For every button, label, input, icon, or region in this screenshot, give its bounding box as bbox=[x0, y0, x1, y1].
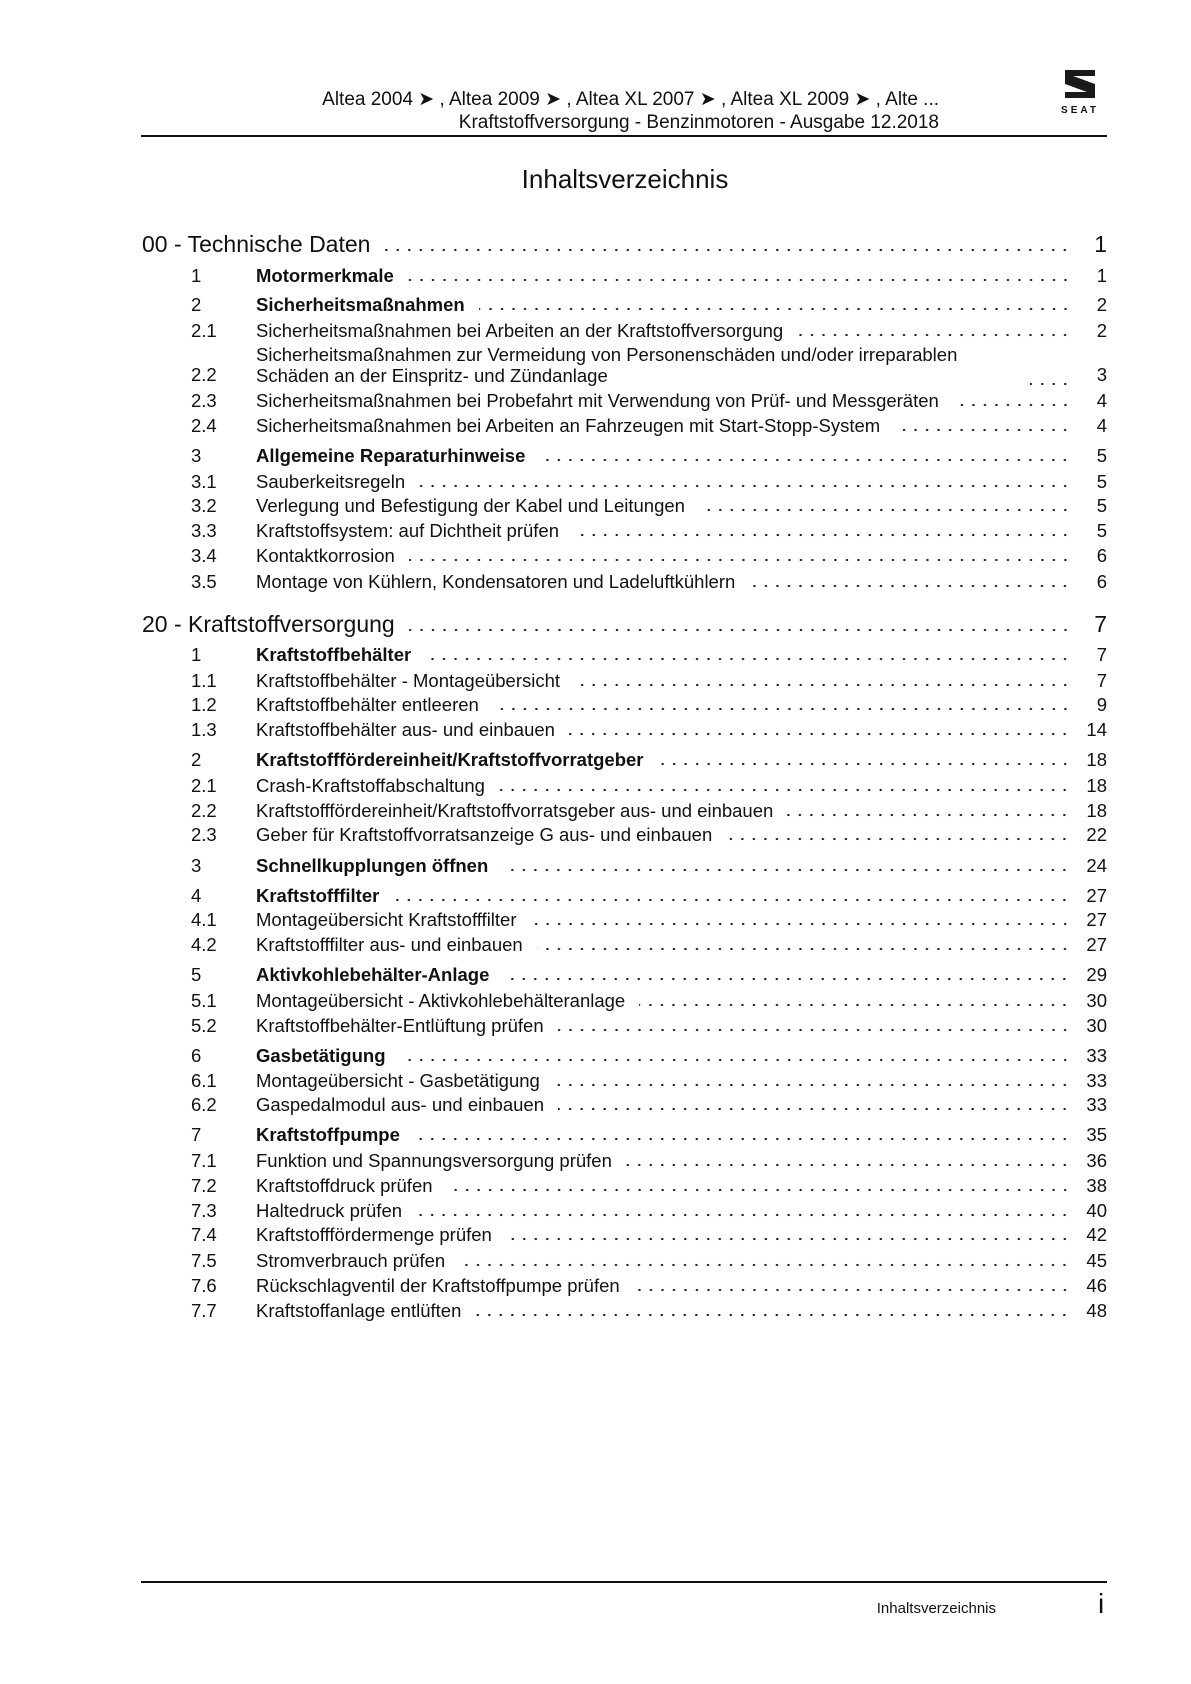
toc-entry[interactable] bbox=[142, 415, 1107, 437]
dot-leader bbox=[409, 558, 1071, 562]
entry-page: 14 bbox=[1086, 719, 1107, 741]
entry-page: 2 bbox=[1096, 320, 1107, 342]
entry-title: Kraftstoffpumpe bbox=[256, 1124, 400, 1146]
toc-entry[interactable] bbox=[142, 1200, 1107, 1222]
entry-title: Rückschlagventil der Kraftstoffpumpe prüfen bbox=[256, 1274, 620, 1296]
toc-entry[interactable] bbox=[142, 990, 1107, 1012]
entry-number: 2.3 bbox=[191, 824, 217, 846]
entry-title: Kraftstoffbehälter aus- und einbauen bbox=[256, 719, 555, 741]
entry-page: 33 bbox=[1086, 1069, 1107, 1091]
entry-title: 00 - Technische Daten bbox=[142, 231, 371, 258]
entry-number: 2.4 bbox=[191, 414, 217, 436]
dot-leader bbox=[425, 657, 1071, 661]
entry-page: 30 bbox=[1086, 1014, 1107, 1036]
dot-leader bbox=[634, 1288, 1071, 1292]
entry-title: Montageübersicht - Aktivkohlebehälteranlage bbox=[256, 989, 626, 1011]
entry-number: 4.2 bbox=[191, 934, 217, 956]
toc-entry[interactable] bbox=[142, 855, 1107, 877]
entry-page: 18 bbox=[1086, 774, 1107, 796]
dot-leader bbox=[384, 248, 1071, 252]
toc-entry[interactable] bbox=[142, 749, 1107, 771]
toc-entry[interactable] bbox=[142, 1150, 1107, 1172]
toc-entry[interactable] bbox=[142, 694, 1107, 716]
entry-number: 1.3 bbox=[191, 719, 217, 741]
toc-entry[interactable] bbox=[142, 934, 1107, 956]
dot-leader bbox=[475, 1313, 1070, 1317]
entry-page: 30 bbox=[1086, 989, 1107, 1011]
entry-number: 7.7 bbox=[191, 1299, 217, 1321]
entry-page: 18 bbox=[1086, 799, 1107, 821]
entry-number: 6 bbox=[191, 1044, 202, 1066]
entry-page: 5 bbox=[1096, 495, 1107, 517]
entry-title: Montage von Kühlern, Kondensatoren und Ladeluftkühlern bbox=[256, 570, 736, 592]
toc-entry[interactable] bbox=[142, 571, 1107, 593]
toc-entry[interactable] bbox=[142, 719, 1107, 741]
entry-number: 2.2 bbox=[191, 799, 217, 821]
entry-title: Kraftstoffsystem: auf Dichtheit prüfen bbox=[256, 520, 559, 542]
entry-number: 2.3 bbox=[191, 390, 217, 412]
dot-leader bbox=[554, 1083, 1071, 1087]
entry-number: 4 bbox=[191, 884, 202, 906]
toc-entry[interactable] bbox=[142, 824, 1107, 846]
entry-page: 22 bbox=[1086, 824, 1107, 846]
entry-page: 27 bbox=[1086, 934, 1107, 956]
toc-entry[interactable] bbox=[142, 1070, 1107, 1092]
entry-number: 5.1 bbox=[191, 989, 217, 1011]
entry-title: Kraftstoffbehälter-Entlüftung prüfen bbox=[256, 1014, 544, 1036]
entry-number: 2 bbox=[191, 749, 202, 771]
entry-number: 3.5 bbox=[191, 570, 217, 592]
entry-title: Sicherheitsmaßnahmen zur Vermeidung von Personenschäden und/oder irreparablen Schäden an der Einspritz- und Zündanlage bbox=[256, 344, 958, 387]
dot-leader bbox=[408, 278, 1071, 282]
dot-leader bbox=[506, 1237, 1071, 1241]
entry-title: Sicherheitsmaßnahmen bbox=[256, 294, 465, 316]
entry-page: 42 bbox=[1086, 1224, 1107, 1246]
toc-entry[interactable] bbox=[142, 800, 1107, 822]
dot-leader bbox=[502, 868, 1070, 872]
entry-page: 29 bbox=[1086, 964, 1107, 986]
dot-leader bbox=[409, 628, 1071, 632]
dot-leader bbox=[639, 1003, 1070, 1007]
entry-number: 6.1 bbox=[191, 1069, 217, 1091]
entry-title: Kraftstoffanlage entlüften bbox=[256, 1299, 462, 1321]
entry-title: Sicherheitsmaßnahmen bei Arbeiten an der Kraftstoffversorgung bbox=[256, 320, 784, 342]
entry-page: 7 bbox=[1096, 643, 1107, 665]
dot-leader bbox=[726, 837, 1070, 841]
dot-leader bbox=[539, 458, 1071, 462]
dot-leader bbox=[574, 683, 1071, 687]
dot-leader bbox=[894, 428, 1071, 432]
entry-number: 3.4 bbox=[191, 544, 217, 566]
entry-number: 3.2 bbox=[191, 495, 217, 517]
toc-entry[interactable] bbox=[142, 390, 1107, 412]
entry-number: 7.1 bbox=[191, 1150, 217, 1172]
entry-title: Gaspedalmodul aus- und einbauen bbox=[256, 1094, 544, 1116]
dot-leader bbox=[393, 898, 1070, 902]
entry-number: 3.3 bbox=[191, 520, 217, 542]
header-models: Altea 2004 ➤ , Altea 2009 ➤ , Altea XL 2007 ➤ , Altea XL 2009 ➤ , Alte ... bbox=[322, 89, 939, 110]
dot-leader bbox=[537, 947, 1071, 951]
entry-title: Geber für Kraftstoffvorratsanzeige G aus- und einbauen bbox=[256, 824, 713, 846]
entry-page: 27 bbox=[1086, 884, 1107, 906]
dot-leader bbox=[558, 1107, 1070, 1111]
entry-title: Kraftstoffdruck prüfen bbox=[256, 1174, 433, 1196]
entry-number: 7 bbox=[191, 1124, 202, 1146]
dot-leader bbox=[447, 1188, 1071, 1192]
entry-title: Sicherheitsmaßnahmen bei Probefahrt mit Verwendung von Prüf- und Messgeräten bbox=[256, 390, 939, 412]
entry-number: 7.3 bbox=[191, 1199, 217, 1221]
entry-page: 5 bbox=[1096, 470, 1107, 492]
entry-title: Motormerkmale bbox=[256, 265, 394, 287]
entry-number: 2 bbox=[191, 294, 202, 316]
toc-entry[interactable] bbox=[142, 1300, 1107, 1322]
dot-leader bbox=[658, 762, 1071, 766]
toc-entry[interactable] bbox=[142, 294, 1107, 316]
entry-page: 5 bbox=[1096, 444, 1107, 466]
toc-entry[interactable] bbox=[142, 885, 1107, 907]
entry-title: Montageübersicht - Gasbetätigung bbox=[256, 1069, 540, 1091]
toc-entry[interactable] bbox=[142, 670, 1107, 692]
dot-leader bbox=[797, 333, 1071, 337]
entry-page: 33 bbox=[1086, 1094, 1107, 1116]
toc-entry[interactable] bbox=[142, 520, 1107, 542]
footer-rule bbox=[141, 1581, 1107, 1583]
toc-entry[interactable] bbox=[142, 445, 1107, 467]
dot-leader bbox=[787, 813, 1070, 817]
entry-number: 6.2 bbox=[191, 1094, 217, 1116]
entry-title: Kraftstoffbehälter bbox=[256, 643, 412, 665]
entry-page: 2 bbox=[1096, 294, 1107, 316]
entry-title: Haltedruck prüfen bbox=[256, 1199, 403, 1221]
toc-entry[interactable] bbox=[142, 1094, 1107, 1116]
entry-number: 2.2 bbox=[191, 364, 217, 386]
entry-page: 35 bbox=[1086, 1124, 1107, 1146]
entry-number: 3.1 bbox=[191, 470, 217, 492]
entry-page: 9 bbox=[1096, 694, 1107, 716]
entry-page: 46 bbox=[1086, 1274, 1107, 1296]
entry-page: 6 bbox=[1096, 570, 1107, 592]
entry-title: Verlegung und Befestigung der Kabel und Leitungen bbox=[256, 495, 685, 517]
toc-entry[interactable] bbox=[142, 611, 1107, 638]
page-title: Inhaltsverzeichnis bbox=[521, 164, 729, 194]
seat-logo: SEAT bbox=[1052, 70, 1108, 116]
entry-number: 7.2 bbox=[191, 1174, 217, 1196]
toc-entry[interactable] bbox=[142, 644, 1107, 666]
entry-page: 45 bbox=[1086, 1250, 1107, 1272]
entry-title: Kraftstofffördermenge prüfen bbox=[256, 1224, 492, 1246]
dot-leader bbox=[419, 484, 1071, 488]
dot-leader bbox=[459, 1263, 1070, 1267]
entry-title: 20 - Kraftstoffversorgung bbox=[142, 610, 395, 637]
dot-leader bbox=[626, 1163, 1071, 1167]
dot-leader bbox=[953, 403, 1071, 407]
toc-entry[interactable] bbox=[142, 545, 1107, 567]
toc-entry[interactable] bbox=[142, 471, 1107, 493]
entry-number: 1 bbox=[191, 643, 202, 665]
entry-page: 38 bbox=[1086, 1174, 1107, 1196]
entry-page: 18 bbox=[1086, 749, 1107, 771]
seat-logo-icon bbox=[1063, 70, 1097, 98]
entry-number: 1.2 bbox=[191, 694, 217, 716]
entry-number: 2.1 bbox=[191, 774, 217, 796]
entry-page: 33 bbox=[1086, 1044, 1107, 1066]
header-rule bbox=[141, 135, 1107, 137]
dot-leader bbox=[1030, 382, 1071, 386]
toc-entry[interactable] bbox=[142, 265, 1107, 287]
entry-page: 24 bbox=[1086, 854, 1107, 876]
entry-title: Sicherheitsmaßnahmen bei Arbeiten an Fahrzeugen mit Start-Stopp-System bbox=[256, 414, 881, 436]
entry-number: 3 bbox=[191, 854, 202, 876]
entry-page: 5 bbox=[1096, 520, 1107, 542]
toc-entry[interactable] bbox=[142, 1250, 1107, 1272]
entry-title: Schnellkupplungen öffnen bbox=[256, 854, 489, 876]
entry-number: 7.4 bbox=[191, 1224, 217, 1246]
entry-title: Kontaktkorrosion bbox=[256, 544, 395, 566]
entry-title: Crash-Kraftstoffabschaltung bbox=[256, 774, 485, 796]
entry-number: 5.2 bbox=[191, 1014, 217, 1036]
entry-number: 3 bbox=[191, 444, 202, 466]
entry-title: Kraftstofffördereinheit/Kraftstoffvorratgeber bbox=[256, 749, 644, 771]
entry-page: 1 bbox=[1094, 231, 1107, 258]
toc-entry[interactable] bbox=[142, 1175, 1107, 1197]
footer-label: Inhaltsverzeichnis bbox=[876, 1600, 996, 1617]
entry-page: 48 bbox=[1086, 1299, 1107, 1321]
toc-entry[interactable] bbox=[142, 964, 1107, 986]
entry-title: Kraftstoffbehälter entleeren bbox=[256, 694, 479, 716]
dot-leader bbox=[414, 1137, 1071, 1141]
entry-title: Kraftstoffbehälter - Montageübersicht bbox=[256, 669, 561, 691]
header-subject: Kraftstoffversorgung - Benzinmotoren - Ausgabe 12.2018 bbox=[458, 112, 939, 133]
entry-title: Allgemeine Reparaturhinweise bbox=[256, 444, 526, 466]
dot-leader bbox=[531, 922, 1071, 926]
page-number: i bbox=[1098, 1588, 1105, 1619]
entry-page: 6 bbox=[1096, 544, 1107, 566]
entry-page: 36 bbox=[1086, 1150, 1107, 1172]
entry-page: 7 bbox=[1096, 669, 1107, 691]
entry-number: 7.5 bbox=[191, 1250, 217, 1272]
toc-entry[interactable] bbox=[142, 1224, 1107, 1246]
entry-number: 7.6 bbox=[191, 1274, 217, 1296]
dot-leader bbox=[503, 977, 1070, 981]
entry-page: 40 bbox=[1086, 1199, 1107, 1221]
entry-title: Kraftstofffilter aus- und einbauen bbox=[256, 934, 523, 956]
entry-title: Aktivkohlebehälter-Anlage bbox=[256, 964, 490, 986]
dot-leader bbox=[400, 1058, 1071, 1062]
entry-number: 5 bbox=[191, 964, 202, 986]
dot-leader bbox=[699, 508, 1071, 512]
toc-entry[interactable] bbox=[142, 1015, 1107, 1037]
toc-entry[interactable] bbox=[142, 775, 1107, 797]
dot-leader bbox=[493, 707, 1071, 711]
toc-entry[interactable] bbox=[142, 909, 1107, 931]
entry-title: Kraftstofffördereinheit/Kraftstoffvorratsgeber aus- und einbauen bbox=[256, 799, 774, 821]
entry-page: 4 bbox=[1096, 414, 1107, 436]
dot-leader bbox=[573, 533, 1071, 537]
dot-leader bbox=[558, 1028, 1071, 1032]
entry-title: Funktion und Spannungsversorgung prüfen bbox=[256, 1150, 612, 1172]
toc-entry[interactable] bbox=[142, 1275, 1107, 1297]
entry-title: Stromverbrauch prüfen bbox=[256, 1250, 446, 1272]
entry-page: 3 bbox=[1096, 364, 1107, 386]
entry-page: 7 bbox=[1094, 610, 1107, 637]
toc-entry[interactable] bbox=[142, 495, 1107, 517]
entry-number: 2.1 bbox=[191, 320, 217, 342]
entry-page: 27 bbox=[1086, 909, 1107, 931]
toc-entry[interactable] bbox=[142, 1124, 1107, 1146]
dot-leader bbox=[479, 307, 1071, 311]
entry-title: Kraftstofffilter bbox=[256, 884, 380, 906]
dot-leader bbox=[569, 732, 1070, 736]
entry-page: 1 bbox=[1096, 265, 1107, 287]
dot-leader bbox=[499, 788, 1070, 792]
toc-entry[interactable] bbox=[142, 344, 1107, 386]
toc-entry[interactable] bbox=[142, 1045, 1107, 1067]
entry-title: Gasbetätigung bbox=[256, 1044, 386, 1066]
entry-number: 4.1 bbox=[191, 909, 217, 931]
entry-title: Sauberkeitsregeln bbox=[256, 470, 406, 492]
entry-page: 4 bbox=[1096, 390, 1107, 412]
toc-entry[interactable] bbox=[142, 320, 1107, 342]
dot-leader bbox=[416, 1213, 1070, 1217]
toc-entry[interactable] bbox=[142, 231, 1107, 258]
entry-title: Montageübersicht Kraftstofffilter bbox=[256, 909, 517, 931]
entry-number: 1.1 bbox=[191, 669, 217, 691]
dot-leader bbox=[749, 584, 1071, 588]
entry-number: 1 bbox=[191, 265, 202, 287]
